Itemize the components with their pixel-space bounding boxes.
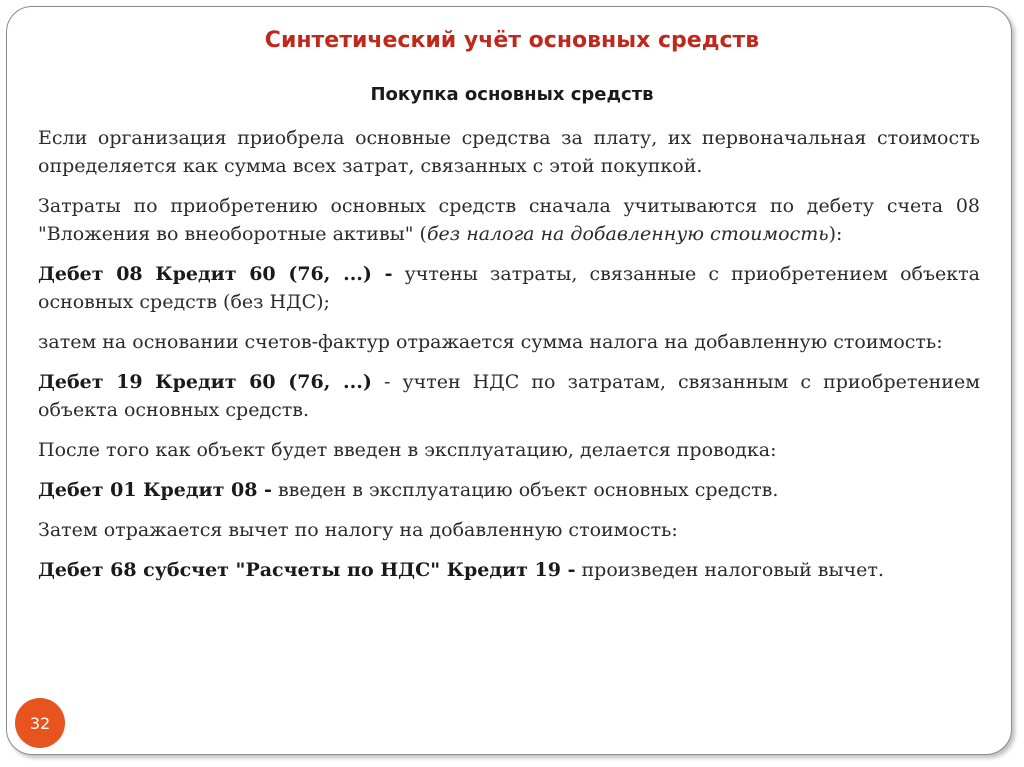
paragraph-costs-end: ): — [828, 223, 843, 245]
paragraph-vat: затем на основании счетов-фактур отражается сумма налога на добавленную стоимость: — [38, 331, 943, 353]
paragraph-costs-text: Затраты по приобретению основных средств сначала учитываются по дебету счета 08 "Вложения во внеоборотные активы" ( — [38, 195, 980, 245]
entry-debit-19 — [38, 368, 980, 424]
paragraph-intro: Если организация приобрела основные средства за плату, их первоначальная стоимость определяется как сумма всех затрат, связанных с этой покупкой. — [38, 127, 980, 177]
entry-debit-08-text: учтены затраты, связанные с приобретением объекта основных средств (без НДС); — [38, 263, 980, 313]
entry-debit-68 — [38, 556, 980, 584]
slide-title: Синтетический учёт основных средств — [264, 28, 760, 53]
entry-debit-68-code: Дебет 68 субсчет "Расчеты по НДС" Кредит 19 - — [38, 559, 576, 581]
entry-debit-01-code: Дебет 01 Кредит 08 - — [38, 479, 272, 501]
entry-debit-19-text: - учтен НДС по затратам, связанным с приобретением объекта основных средств. — [38, 371, 980, 421]
entry-debit-08-code: Дебет 08 Кредит 60 (76, ...) - — [38, 263, 393, 285]
paragraph-costs — [38, 192, 980, 248]
page-number-badge: 32 — [15, 698, 65, 748]
entry-debit-19-code: Дебет 19 Кредит 60 (76, ...) — [38, 371, 372, 393]
paragraph-commissioning: После того как объект будет введен в эксплуатацию, делается проводка: — [38, 439, 777, 461]
slide-subtitle: Покупка основных средств — [370, 84, 654, 105]
paragraph-costs-italic: без налога на добавленную стоимость — [426, 223, 829, 245]
entry-debit-68-text: произведен налоговый вычет. — [575, 559, 884, 581]
entry-debit-08 — [38, 260, 980, 316]
entry-debit-01 — [38, 476, 980, 504]
entry-debit-01-text: введен в эксплуатацию объект основных средств. — [271, 479, 779, 501]
paragraph-deduction: Затем отражается вычет по налогу на добавленную стоимость: — [38, 519, 678, 541]
slide-content — [38, 124, 980, 596]
